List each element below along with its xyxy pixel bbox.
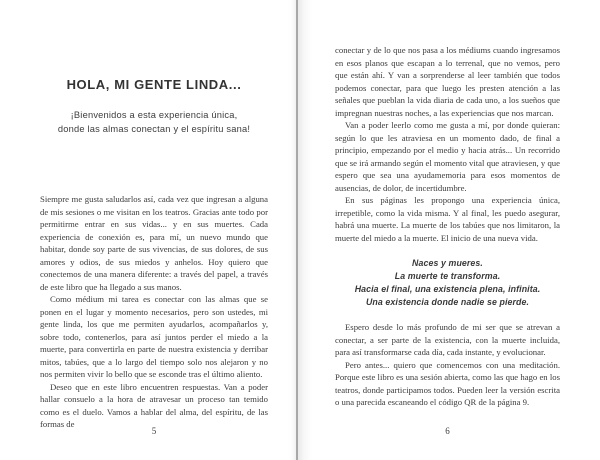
chapter-subtitle-line: ¡Bienvenidos a esta experiencia única, (70, 110, 238, 120)
body-paragraph: conectar y de lo que nos pasa a los médiums cuando ingresamos en esos planos que escapan a lo terrenal, que no vemos, pero que están ahí. Y van a sorprenderse al leer también que todos podemos conectar, para que luego les presten atención a las señales que pueblan la vida diaria de cada uno, a los sueños que impregnan nuestras noches, a las experiencias que nos marcan. (335, 45, 560, 118)
chapter-subtitle-line: donde las almas conectan y el espíritu sana! (57, 124, 251, 134)
body-paragraph: En sus páginas les propongo una experiencia única, irrepetible, como la vida misma. Y al final, les puedo asegurar, habrá una muerte. La muerte de los tabúes que nos limitaron, la muerte del miedo a la muerte. El inicio de una nueva vida. (335, 195, 560, 243)
page-number-right: 6 (445, 426, 450, 436)
body-paragraph: Van a poder leerlo como me gusta a mí, por donde quieran: según lo que les atraviesa en un momento dado, de final a principio, empezando por el medio y hacia atrás... Un recorrido que se irá armando según el momento vital que atraviesen, y que espero que sea una ayudamemoria para esos momentos de ausencias, de dolor, de incertidumbre. (335, 120, 560, 193)
verse-line: La muerte te transforma. (394, 271, 501, 281)
page-left (0, 0, 296, 460)
chapter-header (40, 78, 268, 136)
body-paragraph: Espero desde lo más profundo de mi ser que se atrevan a conectar, a ser parte de la existencia, con la muerte incluida, para así transformarse cada día, cada instante, y evolucionar. (335, 322, 560, 357)
body-paragraph: Como médium mi tarea es conectar con las almas que se ponen en el lugar y momento necesarios, pero son ustedes, mi gente linda, los que me permiten ayudarlos, acompañarlos y, sobre todo, contenerlos, para así juntos perder el miedo a la muerte, para convertirla en parte de nuestra existencia y derribar mitos, tabúes, que a lo largo del tiempo solo nos alejaron y no nos permiten vivir lo bello que se esconde tras el último aliento. (40, 294, 268, 379)
verse-line: Naces y mueres. (412, 258, 483, 268)
left-page-body (40, 193, 268, 431)
right-page-body (335, 44, 560, 244)
verse-line: Una existencia donde nadie se pierde. (365, 297, 530, 307)
body-paragraph: Siempre me gusta saludarlos así, cada vez que ingresan a alguna de mis sesiones o me visitan en los teatros. Gracias ante todo por permitirme entrar en sus vidas... y en sus muertes. Cada experiencia de conexión es, para mí, un nuevo mundo que habitar, donde soy parte de sus vivencias, de sus dolores, de sus amores y odios, de sus miedos y anhelos. Hoy quiero que conectemos de una manera diferente: a través del papel, a través de este libro que ha llegado a sus manos. (40, 194, 268, 292)
page-number-left: 5 (151, 426, 157, 436)
right-page-body-after-verse (335, 321, 560, 409)
chapter-title: HOLA, MI GENTE LINDA... (66, 77, 242, 92)
body-paragraph: Pero antes... quiero que comencemos con una meditación. Porque este libro es una sesión abierta, como las que hago en los teatros, donde participamos todos. Pueden leer la versión escrita o una parecida escaneando el código QR de la página 9. (335, 359, 560, 407)
centered-verse (335, 257, 560, 309)
body-paragraph: Deseo que en este libro encuentren respuestas. Van a poder hallar consuelo a la hora de atravesar un proceso tan temido como es el duelo. Vamos a hablar del alma, del espíritu, de las formas de (40, 381, 268, 429)
page-right (298, 0, 600, 460)
chapter-subtitle (40, 108, 268, 136)
verse-line: Hacia el final, una existencia plena, infinita. (354, 284, 541, 294)
